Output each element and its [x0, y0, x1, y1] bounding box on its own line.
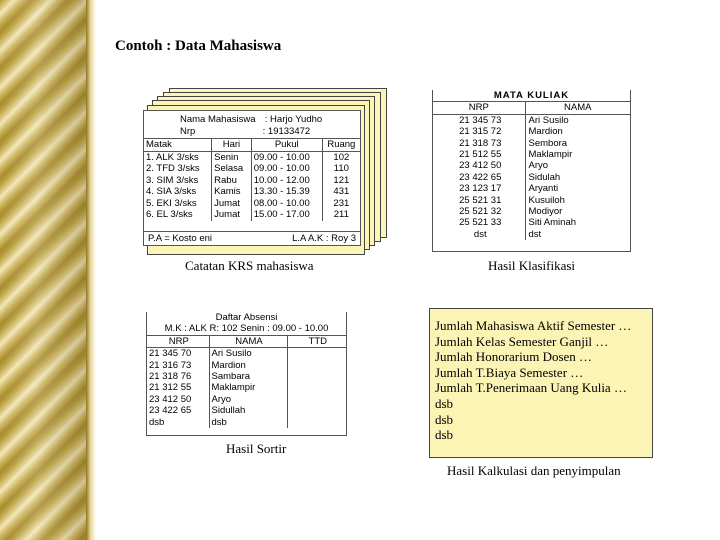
- krs-cell: 102: [322, 151, 360, 163]
- klas-cell: 23 412 50: [433, 160, 525, 171]
- sortir-title: Daftar Absensi: [215, 312, 278, 323]
- krs-cell: 6. EL 3/sks: [146, 209, 193, 220]
- klas-cell: dst: [528, 228, 542, 240]
- sortir-cell: 21 312 55: [149, 382, 192, 394]
- sortir-cell: 21 345 70: [149, 348, 192, 360]
- sortir-subtitle: M.K : ALK R: 102 Senin : 09.00 - 10.00: [164, 323, 329, 335]
- sortir-table: [147, 335, 346, 428]
- sortir-cell: 21 318 76: [149, 371, 192, 383]
- table-row: [147, 348, 346, 360]
- sortir-cell: 21 316 73: [149, 359, 192, 371]
- krs-col-hari: Hari: [212, 139, 252, 152]
- krs-cell: 09.00 - 10.00: [251, 163, 322, 175]
- krs-col-pukul: Pukul: [251, 139, 322, 152]
- klas-cell: 25 521 31: [433, 195, 525, 206]
- klas-cell: Siti Aminah: [528, 217, 577, 229]
- sortir-cell: [287, 417, 346, 428]
- page-title: Contoh : Data Mahasiswa: [115, 38, 282, 54]
- sortir-cell: Maklampir: [209, 382, 287, 393]
- sortir-cell: Ari Susilo: [209, 348, 287, 360]
- table-row: [144, 209, 360, 221]
- krs-cell: 431: [322, 186, 360, 198]
- klas-cell: 23 422 65: [433, 172, 525, 183]
- klas-cell: Sidulah: [528, 171, 561, 183]
- krs-cell: 231: [322, 198, 360, 210]
- summary-line: Jumlah Mahasiswa Aktif Semester …: [435, 318, 632, 333]
- summary-line: Jumlah Kelas Semester Ganjil …: [435, 333, 609, 349]
- klasifikasi-col-nrp: NRP: [433, 102, 525, 114]
- krs-card: [143, 110, 361, 246]
- krs-cell: 15.00 - 17.00: [251, 209, 322, 221]
- sortir-cell: dsb: [149, 416, 165, 428]
- sortir-header: [147, 335, 346, 347]
- table-row: [433, 149, 630, 160]
- krs-table: [144, 138, 360, 221]
- table-row: [147, 394, 346, 405]
- krs-header: [180, 114, 360, 137]
- krs-nrp-value: : 19133472: [262, 125, 311, 137]
- table-row: [144, 175, 360, 187]
- summary-line: dsb: [435, 411, 454, 427]
- krs-cell: 1. ALK 3/sks: [146, 151, 199, 163]
- sortir-cell: [287, 405, 346, 416]
- table-row: [433, 195, 630, 206]
- klasifikasi-header: [433, 102, 630, 114]
- table-row: [433, 217, 630, 228]
- krs-cell: 5. EKI 3/sks: [146, 197, 197, 209]
- krs-table-header: [144, 139, 360, 152]
- krs-cell: Jumat: [212, 209, 252, 221]
- krs-cell: 08.00 - 10.00: [251, 198, 322, 210]
- table-row: [147, 371, 346, 382]
- summary-line: dsb: [435, 427, 454, 443]
- krs-cell: Kamis: [212, 186, 252, 198]
- sortir-col-nrp: NRP: [147, 335, 209, 347]
- krs-cell: Rabu: [212, 175, 252, 187]
- table-row: [433, 160, 630, 171]
- klas-cell: Aryo: [528, 160, 549, 172]
- sortir-cell: Sidullah: [209, 405, 287, 416]
- krs-cell: 2. TFD 3/sks: [146, 163, 200, 174]
- krs-cell: 3. SIM 3/sks: [146, 174, 199, 186]
- krs-col-matak: Matak: [144, 139, 212, 152]
- sortir-cell: [287, 394, 346, 405]
- sortir-cell: Mardion: [209, 360, 287, 371]
- caption-klasifikasi: Hasil Klasifikasi: [488, 258, 576, 273]
- klas-cell: 25 521 32: [433, 206, 525, 217]
- sortir-cell: [287, 360, 346, 371]
- summary-box: [429, 308, 653, 458]
- sortir-col-ttd: TTD: [287, 335, 346, 347]
- klas-cell: 21 345 73: [433, 114, 525, 126]
- krs-cell: 4. SIA 3/sks: [146, 186, 197, 197]
- klas-cell: dst: [433, 229, 525, 240]
- krs-cell: 09.00 - 10.00: [251, 151, 322, 163]
- krs-card-stack: [143, 84, 388, 254]
- table-row: [144, 186, 360, 198]
- klasifikasi-col-nama: NAMA: [525, 102, 630, 114]
- table-row: [433, 138, 630, 149]
- table-row: [147, 417, 346, 428]
- summary-line: Jumlah T.Biaya Semester …: [435, 364, 584, 380]
- table-row: [147, 360, 346, 371]
- klas-cell: 25 521 33: [433, 217, 525, 228]
- krs-footer-pa: P.A = Kosto eni: [148, 233, 212, 244]
- summary-line: Jumlah Honorarium Dosen …: [435, 349, 593, 365]
- klas-cell: 21 512 55: [433, 149, 525, 160]
- sortir-cell: Aryo: [209, 394, 287, 405]
- sortir-col-nama: NAMA: [209, 335, 287, 347]
- krs-cell: Senin: [212, 151, 252, 163]
- summary-line: Jumlah T.Penerimaan Uang Kulia …: [435, 380, 627, 396]
- table-row: [433, 206, 630, 217]
- sortir-cell: [287, 382, 346, 393]
- klasifikasi-title: MATA KULIAK: [493, 90, 570, 101]
- caption-sortir: Hasil Sortir: [226, 441, 287, 456]
- klas-cell: Kusuiloh: [528, 194, 565, 206]
- sortir-table-panel: [146, 312, 347, 436]
- table-row: [433, 229, 630, 240]
- krs-footer: [144, 231, 360, 245]
- klas-cell: Ari Susilo: [528, 114, 569, 126]
- sortir-cell: Sambara: [209, 371, 287, 382]
- klas-cell: Aryanti: [528, 183, 559, 195]
- krs-cell: 13.30 - 15.39: [251, 186, 322, 198]
- krs-nama-value: : Harjo Yudho: [264, 114, 323, 125]
- krs-nrp-label: Nrp: [180, 125, 196, 137]
- sortir-cell: dsb: [209, 417, 287, 428]
- krs-col-ruang: Ruang: [322, 139, 360, 152]
- krs-footer-laak: L.A A.K : Roy 3: [292, 233, 356, 244]
- sortir-cell: 23 422 65: [149, 405, 192, 417]
- krs-nama-label: Nama Mahasiswa: [180, 114, 256, 125]
- sortir-cell: 23 412 50: [149, 393, 192, 405]
- klas-cell: 21 318 73: [433, 138, 525, 149]
- table-row: [144, 198, 360, 210]
- caption-krs: Catatan KRS mahasiswa: [185, 258, 314, 273]
- klas-cell: Mardion: [528, 126, 563, 138]
- table-row: [433, 183, 630, 194]
- klasifikasi-table-panel: [432, 90, 631, 252]
- table-row: [144, 163, 360, 175]
- sortir-cell: [287, 348, 346, 360]
- klasifikasi-table: [433, 101, 630, 240]
- caption-summary: Hasil Kalkulasi dan penyimpulan: [447, 463, 621, 478]
- krs-cell: Jumat: [212, 198, 252, 210]
- table-row: [433, 114, 630, 126]
- decorative-stripe-edge: [86, 0, 96, 540]
- summary-line: dsb: [435, 395, 454, 411]
- table-row: [144, 151, 360, 163]
- klas-cell: Maklampir: [528, 149, 573, 161]
- krs-cell: Selasa: [212, 163, 252, 175]
- sortir-cell: [287, 371, 346, 382]
- table-row: [147, 382, 346, 393]
- table-row: [147, 405, 346, 416]
- table-row: [433, 126, 630, 137]
- krs-cell: 211: [322, 209, 360, 221]
- krs-cell: 110: [322, 163, 360, 175]
- klas-cell: 21 315 72: [433, 126, 525, 137]
- klas-cell: Sembora: [528, 137, 568, 149]
- krs-cell: 10.00 - 12.00: [251, 175, 322, 187]
- table-row: [433, 172, 630, 183]
- klas-cell: 23 123 17: [433, 183, 525, 194]
- krs-cell: 121: [322, 175, 360, 187]
- klas-cell: Modiyor: [528, 206, 563, 218]
- decorative-stripe-shade: [0, 0, 92, 540]
